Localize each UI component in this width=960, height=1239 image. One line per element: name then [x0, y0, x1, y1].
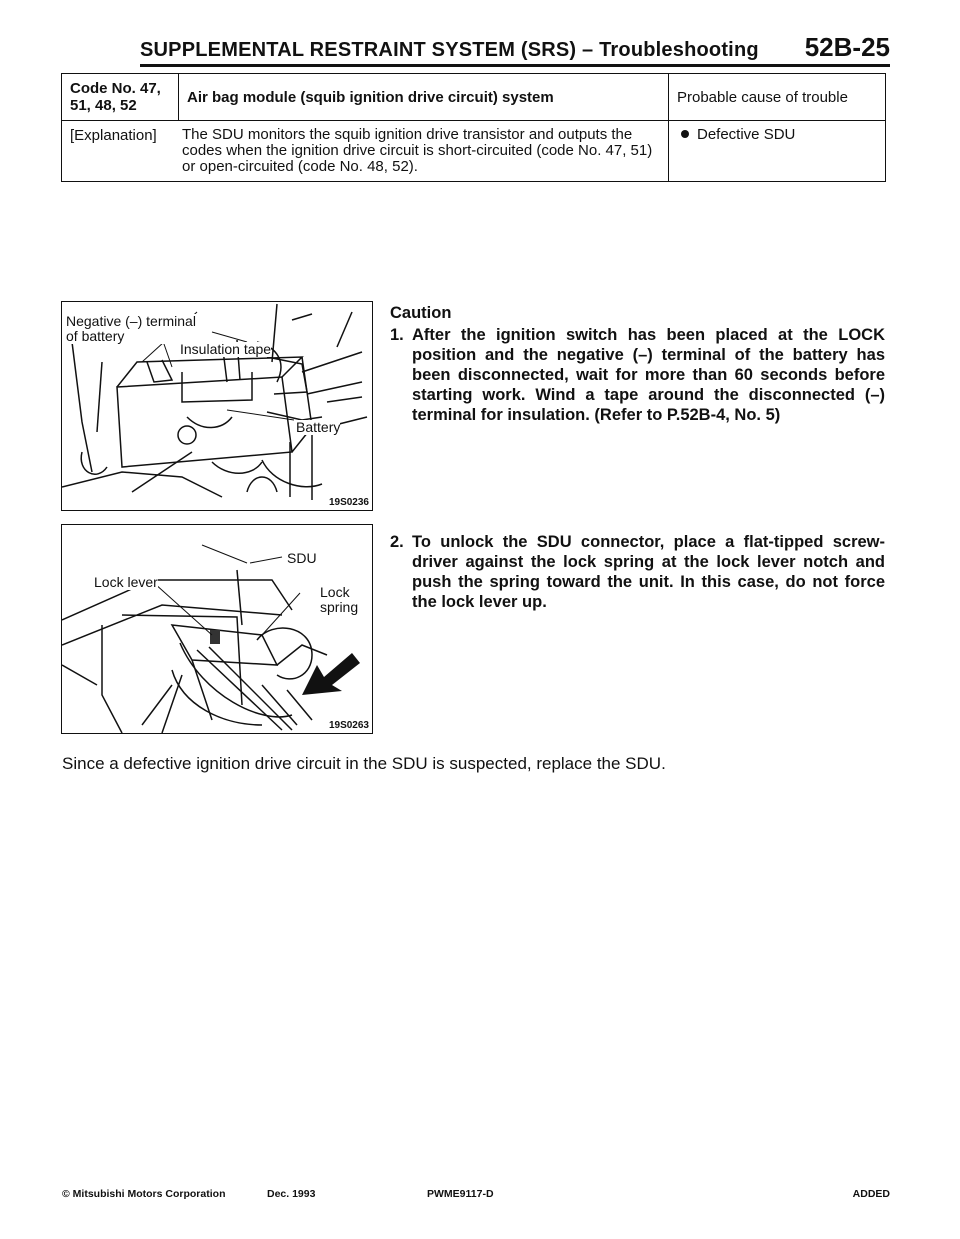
caution-section — [390, 303, 885, 425]
footer-doc-code: PWME9117-D — [427, 1188, 494, 1200]
page-number: 52B-25 — [804, 32, 890, 62]
figure-id: 19S0263 — [328, 720, 369, 731]
figure-id: 19S0236 — [328, 497, 369, 508]
lock-spring-label: Lock spring — [320, 584, 359, 615]
page-header — [140, 32, 890, 64]
explanation-label: [Explanation] — [70, 127, 157, 144]
section-title: SUPPLEMENTAL RESTRAINT SYSTEM (SRS) – Troubleshooting — [140, 39, 759, 61]
table-explanation-row — [62, 121, 886, 182]
caution-step-1-text: After the ignition switch has been placed at the LOCK position and the negative (–) terminal of the battery has been disconnected, wait for more than 60 seconds before starting work. Wind a tape around the disconnected (–) terminal for insulation. (Refer to P.52B-4, No. 5) — [412, 326, 885, 424]
lock-lever-label: Lock lever — [94, 574, 158, 590]
table-header-row — [62, 74, 886, 121]
bullet-icon — [681, 130, 689, 138]
system-title: Air bag module (squib ignition drive circuit) system — [179, 74, 669, 121]
diagnostic-code-table — [61, 73, 886, 182]
code-numbers: Code No. 47, 51, 48, 52 — [62, 74, 179, 121]
footer-status: ADDED — [852, 1188, 890, 1200]
battery-figure — [61, 301, 373, 511]
insulation-tape-label: Insulation tape — [180, 341, 272, 357]
caution-step-2: 2. To unlock the SDU connector, place a flat-tipped screw-driver against the lock spring at the lock lever notch and push the spring toward the unit. In this case, do not force the lock lever up. — [390, 533, 885, 611]
footer-copyright: © Mitsubishi Motors Corporation — [62, 1188, 226, 1200]
push-arrow-icon — [302, 653, 360, 695]
footer-date: Dec. 1993 — [267, 1188, 316, 1200]
page-footer — [62, 1188, 890, 1200]
cause-header: Probable cause of trouble — [669, 74, 886, 121]
explanation-cell — [62, 121, 669, 182]
caution-heading: Caution — [390, 304, 452, 322]
caution-step-2-text: To unlock the SDU connector, place a flat-tipped screw-driver against the lock spring at the lock lever notch and push the spring toward the unit. In this case, do not force the lock lever up. — [412, 533, 885, 611]
negative-terminal-label: Negative (–) terminal of battery — [66, 313, 196, 344]
sdu-connector-illustration — [62, 525, 372, 733]
connector-lock-mark — [210, 630, 220, 644]
cause-cell — [669, 121, 886, 182]
sdu-label: SDU — [287, 550, 317, 566]
summary-text: Since a defective ignition drive circuit in the SDU is suspected, replace the SDU. — [62, 754, 666, 773]
sdu-connector-figure — [61, 524, 373, 734]
header-rule — [140, 64, 890, 67]
explanation-text: The SDU monitors the squib ignition drive transistor and outputs the codes when the ignition drive circuit is short-circuited (code No. 47, 51) or open-circuited (code No. 48, 52). — [182, 126, 653, 175]
battery-label: Battery — [296, 419, 341, 435]
caution-step-1: 1. After the ignition switch has been placed at the LOCK position and the negative (–) terminal of the battery has been disconnected, wait for more than 60 seconds before starting work. Wind a tape around the disconnected (–) terminal for insulation. (Refer to P.52B-4, No. 5) — [390, 326, 885, 424]
cause-text: Defective SDU — [697, 126, 796, 143]
